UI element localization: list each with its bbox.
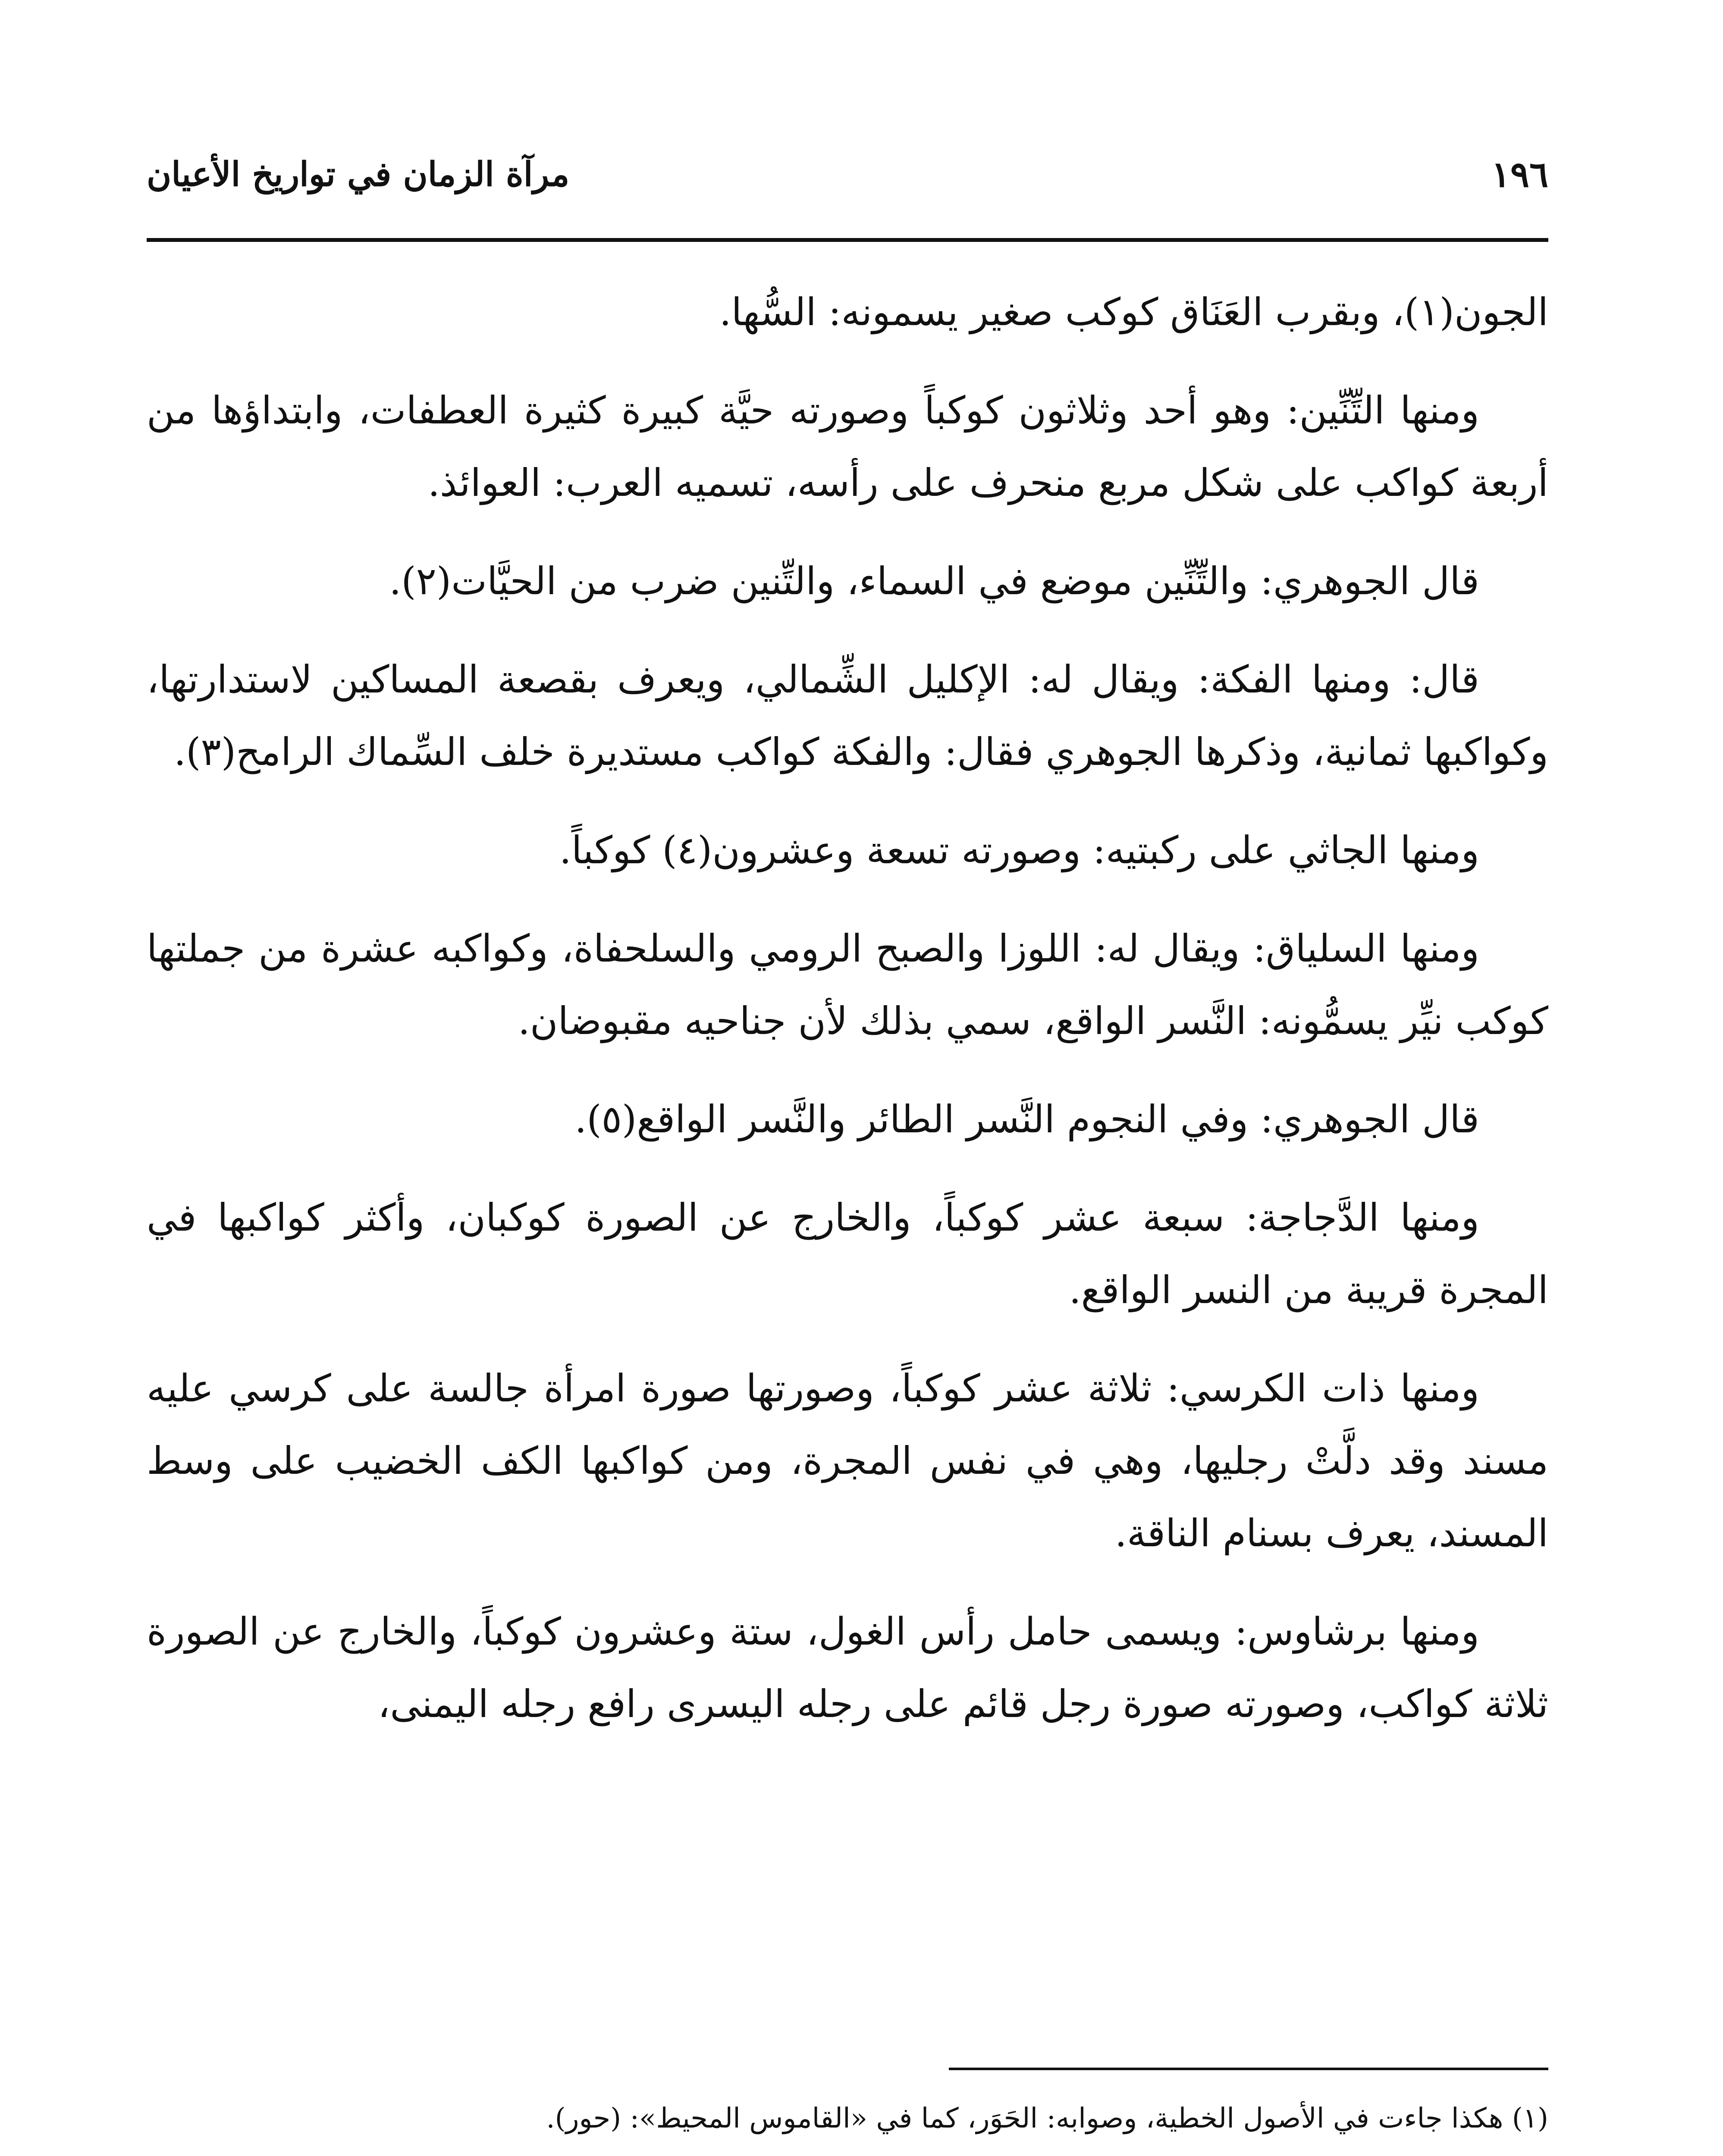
- footnote: (١) هكذا جاءت في الأصول الخطية، وصوابه: الحَوَر، كما في «القاموس المحيط»: (حور).: [546, 2103, 1548, 2134]
- footnote: [147, 2146, 1548, 2156]
- paragraph: ومنها الجاثي على ركبتيه: وصورته تسعة وعشرون(٤) كوكباً.: [559, 828, 1479, 872]
- paragraph: قال الجوهري: وفي النجوم النَّسر الطائر والنَّسر الواقع(٥).: [574, 1097, 1479, 1141]
- page-number: ١٩٦: [1491, 154, 1548, 195]
- paragraph: الجون(١)، وبقرب العَنَاق كوكب صغير يسمونه: السُّها.: [719, 290, 1548, 334]
- main-text: [147, 276, 1548, 1766]
- paragraph: ومنها السلياق: ويقال له: اللوزا والصبح الرومي والسلحفاة، وكواكبه عشرة من جملتها كوكب نيِّر يسمُّونه: النَّسر الواقع، سمي بذلك لأن جناحيه مقبوضان.: [147, 926, 1548, 1043]
- footnotes: [147, 2091, 1548, 2156]
- footnote-divider: [949, 2068, 1548, 2070]
- book-title: مرآة الزمان في تواريخ الأعيان: [147, 155, 570, 194]
- running-head: [147, 142, 1548, 207]
- header-divider: [147, 238, 1548, 242]
- paragraph: قال: ومنها الفكة: ويقال له: الإكليل الشِّمالي، ويعرف بقصعة المساكين لاستدارتها، وكواكبها ثمانية، وذكرها الجوهري فقال: والفكة كواكب مستديرة خلف السِّماك الرامح(٣).: [147, 657, 1548, 774]
- paragraph: قال الجوهري: والتِّنِّين موضع في السماء، والتِّنين ضرب من الحيَّات(٢).: [389, 559, 1479, 603]
- paragraph: ومنها برشاوس: ويسمى حامل رأس الغول، ستة وعشرون كوكباً، والخارج عن الصورة ثلاثة كواكب، وصورته صورة رجل قائم على رجله اليسرى رافع رجله اليمنى،: [147, 1609, 1548, 1726]
- paragraph: ومنها الدَّجاجة: سبعة عشر كوكباً، والخارج عن الصورة كوكبان، وأكثر كواكبها في المجرة قريبة من النسر الواقع.: [147, 1195, 1548, 1312]
- paragraph: ومنها التِّنِّين: وهو أحد وثلاثون كوكباً وصورته حيَّة كبيرة كثيرة العطفات، وابتداؤها من أربعة كواكب على شكل مربع منحرف على رأسه، تسميه العرب: العوائذ.: [147, 388, 1548, 505]
- paragraph: ومنها ذات الكرسي: ثلاثة عشر كوكباً، وصورتها صورة امرأة جالسة على كرسي عليه مسند وقد دلَّتْ رجليها، وهي في نفس المجرة، ومن كواكبها الكف الخضيب على وسط المسند، يعرف بسنام الناقة.: [147, 1366, 1549, 1555]
